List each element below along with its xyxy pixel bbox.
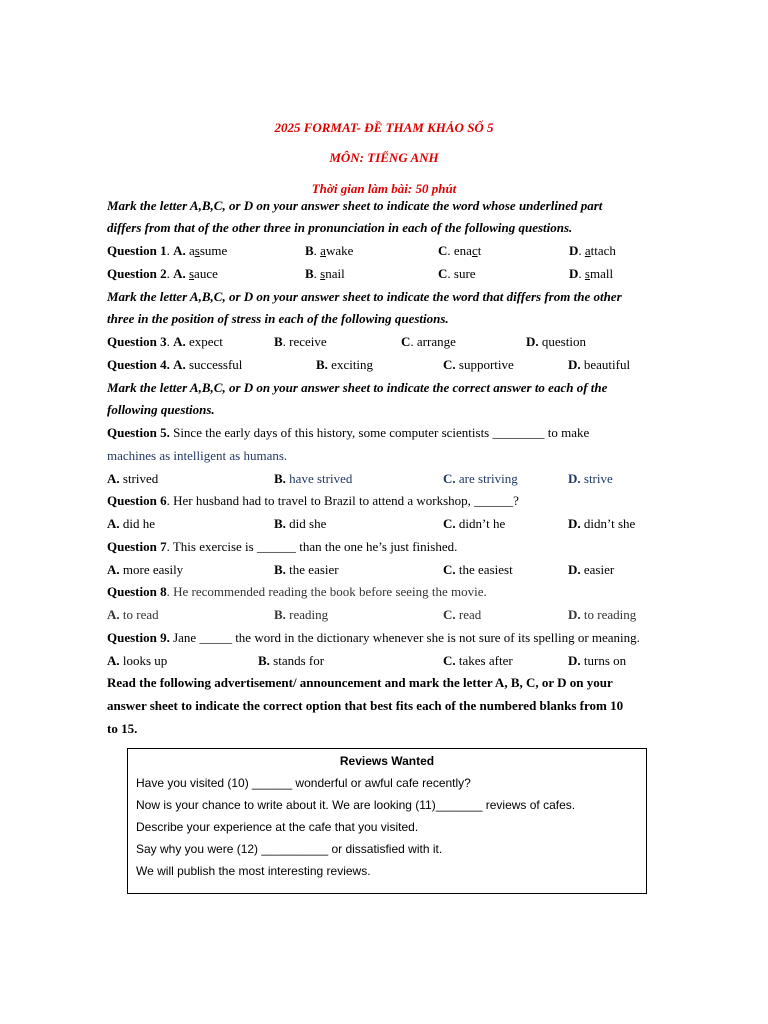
question-9: Question 9. Jane _____ the word in the dictionary whenever she is not sure of its spelling or meaning. [107, 630, 640, 645]
instruction-4-line3: to 15. [107, 721, 138, 736]
option-a: A. did he [107, 516, 156, 531]
advertisement-line: Describe your experience at the cafe that you visited. [136, 820, 419, 834]
option-d: D. attach [569, 243, 616, 258]
question-3: Question 3. A. expect [107, 334, 223, 349]
time-limit: Thời gian làm bài: 50 phút [311, 181, 457, 196]
option-c: C. arrange [401, 334, 456, 349]
instruction-1-line2: differs from that of the other three in pronunciation in each of the following questions. [107, 220, 573, 235]
option-a: A. more easily [107, 562, 184, 577]
question-label: Question 1 [107, 243, 167, 258]
instruction-3-line2: following questions. [107, 402, 215, 417]
instruction-3-line1: Mark the letter A,B,C, or D on your answer sheet to indicate the correct answer to each of the [107, 380, 608, 395]
question-label: Question 2 [107, 266, 167, 281]
option-b: B. reading [274, 607, 329, 622]
exam-title: 2025 FORMAT- ĐỀ THAM KHẢO SỐ 5 [274, 120, 494, 135]
question-5-continued: machines as intelligent as humans. [107, 448, 288, 463]
option-c: C. takes after [443, 653, 513, 668]
option-d: D. easier [568, 562, 615, 577]
option-c: C. sure [438, 266, 476, 281]
instruction-2-line2: three in the position of stress in each of the following questions. [107, 311, 449, 326]
instruction-2-line1: Mark the letter A,B,C, or D on your answer sheet to indicate the word that differs from the other [107, 289, 622, 304]
option-c: C. enact [438, 243, 482, 258]
option-a: A. strived [107, 471, 159, 486]
instruction-1-line1: Mark the letter A,B,C, or D on your answer sheet to indicate the word whose underlined part [107, 198, 603, 213]
option-b: B. snail [305, 266, 345, 281]
question-7: Question 7. This exercise is ______ than the one he’s just finished. [107, 539, 458, 554]
advertisement-title: Reviews Wanted [339, 754, 435, 768]
question-1: Question 1. A. assume [107, 243, 228, 258]
option-c: C. supportive [443, 357, 514, 372]
option-d: D. strive [568, 471, 613, 486]
option-b: B. awake [305, 243, 354, 258]
question-8: Question 8. He recommended reading the book before seeing the movie. [107, 584, 487, 599]
option-b: B. the easier [274, 562, 339, 577]
option-b: B. stands for [258, 653, 325, 668]
question-5: Question 5. Since the early days of this history, some computer scientists ________ to make [107, 425, 590, 440]
option-b: B. exciting [316, 357, 374, 372]
subject-title: MÔN: TIẾNG ANH [329, 150, 439, 165]
option-c: C. are striving [443, 471, 518, 486]
option-d: D. to reading [568, 607, 637, 622]
option-d: D. question [526, 334, 586, 349]
option-c: C. the easiest [443, 562, 513, 577]
advertisement-line: Have you visited (10) ______ wonderful or awful cafe recently? [136, 776, 471, 790]
question-4: Question 4. A. successful [107, 357, 243, 372]
question-2: Question 2. A. sauce [107, 266, 218, 281]
option-a: A. looks up [107, 653, 168, 668]
option-b: B. have strived [274, 471, 353, 486]
option-d: D. beautiful [568, 357, 631, 372]
advertisement-line: Now is your chance to write about it. We are looking (11)_______ reviews of cafes. [136, 798, 576, 812]
instruction-4-line1: Read the following advertisement/ announcement and mark the letter A, B, C, or D on your [107, 675, 613, 690]
option-d: D. didn’t she [568, 516, 636, 531]
instruction-4-line2: answer sheet to indicate the correct option that best fits each of the numbered blanks from 10 [107, 698, 624, 713]
option-d: D. small [569, 266, 614, 281]
option-c: C. read [443, 607, 482, 622]
option-d: D. turns on [568, 653, 627, 668]
option-b: B. did she [274, 516, 327, 531]
advertisement-box [127, 748, 647, 894]
option-b: B. receive [274, 334, 327, 349]
option-a: A. to read [107, 607, 159, 622]
option-c: C. didn’t he [443, 516, 506, 531]
advertisement-line: We will publish the most interesting reviews. [136, 864, 371, 878]
advertisement-line: Say why you were (12) __________ or dissatisfied with it. [136, 842, 443, 856]
question-6: Question 6. Her husband had to travel to Brazil to attend a workshop, ______? [107, 493, 519, 508]
